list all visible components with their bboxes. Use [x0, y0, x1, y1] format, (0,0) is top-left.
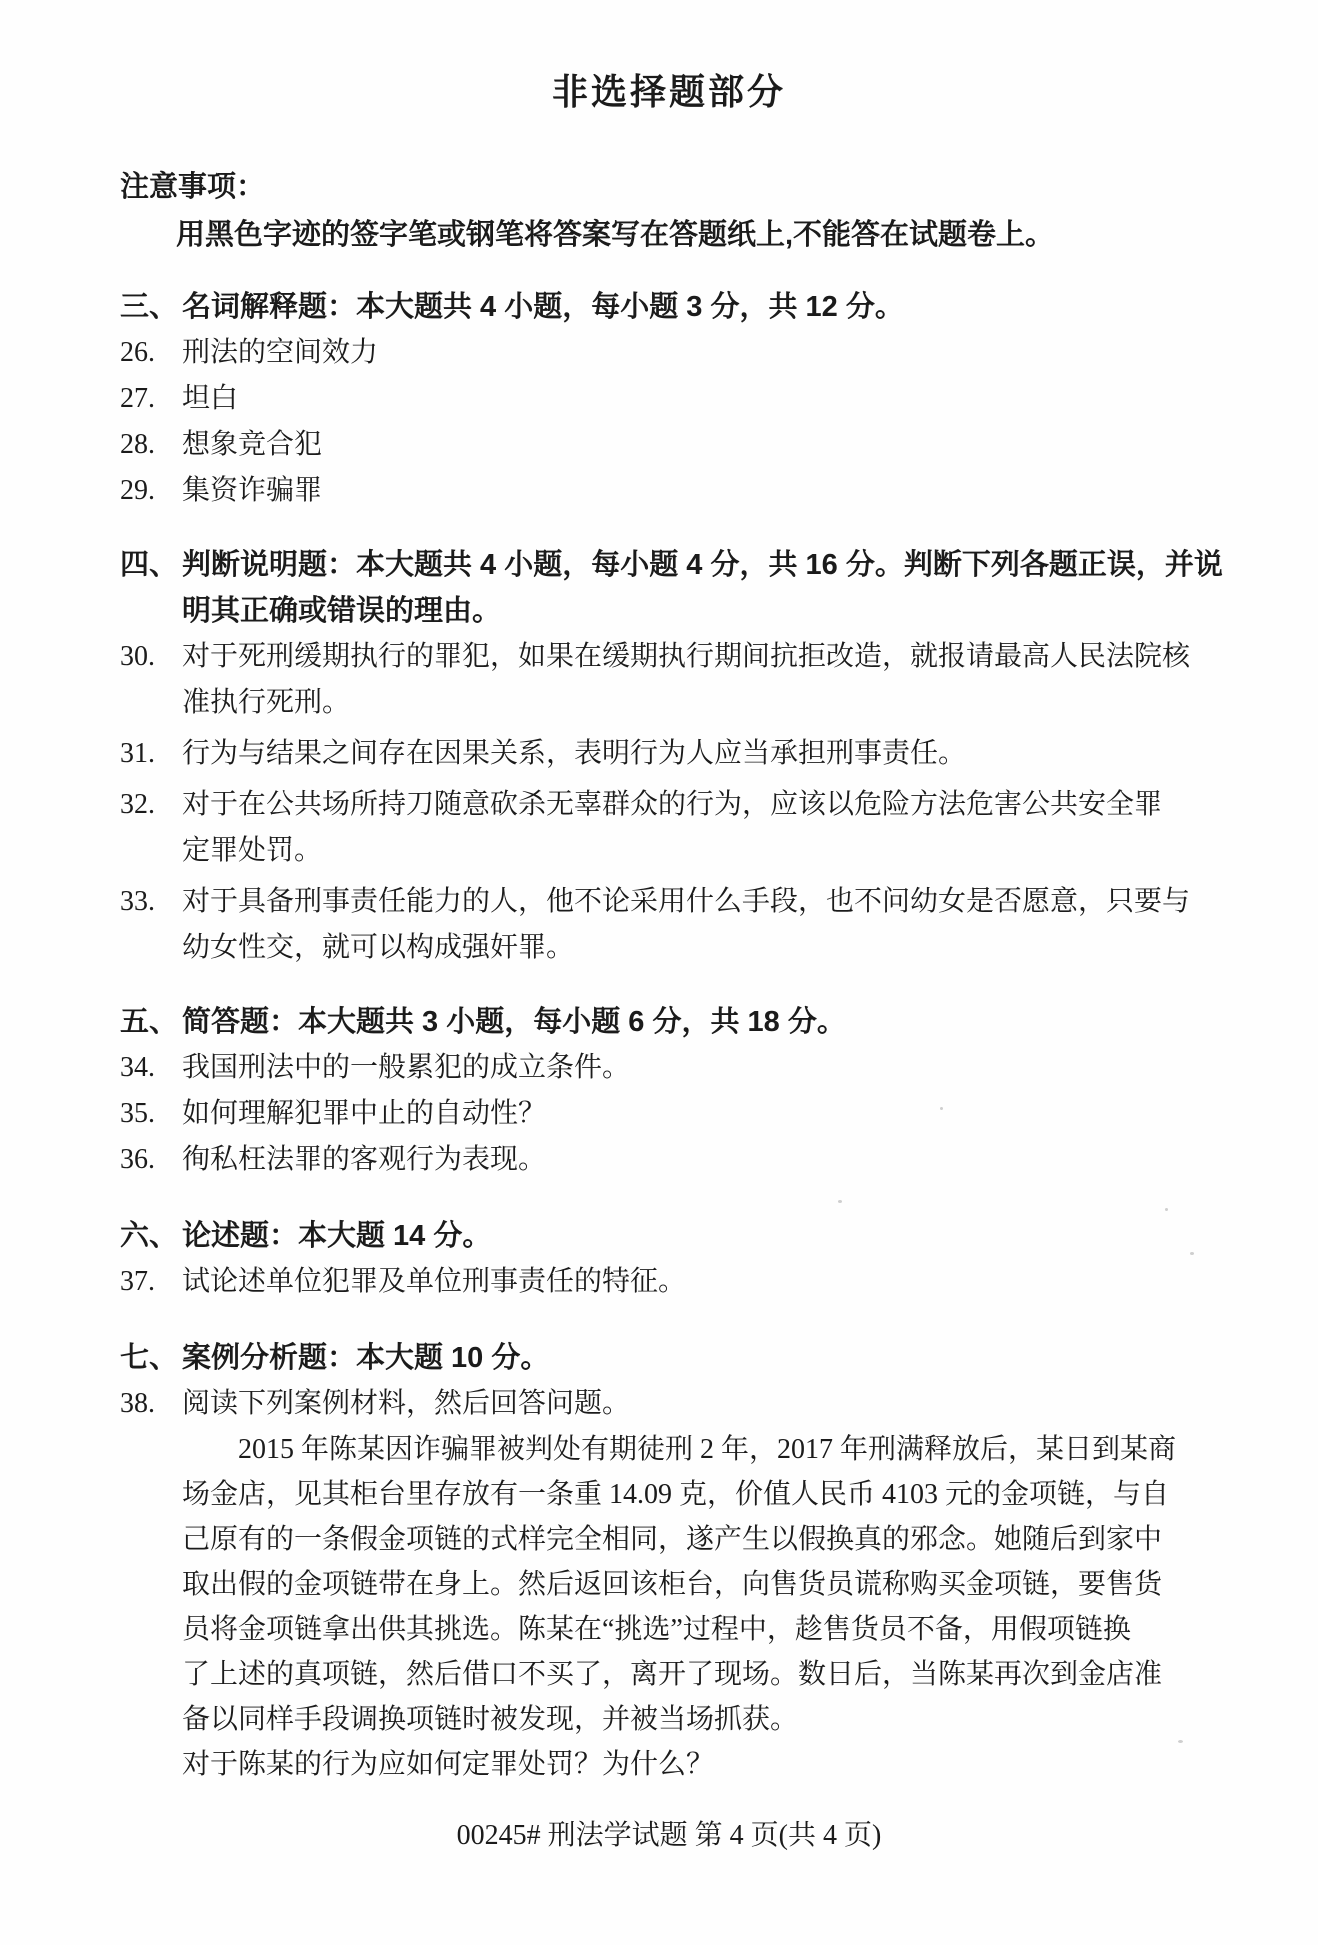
scan-speck	[1190, 1252, 1194, 1255]
section-heading	[120, 1213, 1218, 1259]
question-item-35	[120, 1091, 1218, 1137]
item-number: 30.	[120, 641, 155, 672]
item-text-line: 准执行死刑。	[182, 687, 351, 718]
section-marker: 七、	[120, 1342, 179, 1374]
item-number: 37.	[120, 1266, 155, 1297]
section-marker: 四、	[120, 549, 179, 581]
item-text-line: 试论述单位犯罪及单位刑事责任的特征。	[182, 1266, 687, 1297]
case-paragraph-line: 了上述的真项链，然后借口不买了，离开了现场。数日后，当陈某再次到金店准	[182, 1659, 1163, 1690]
section-heading	[120, 1335, 1218, 1381]
item-text-line: 徇私枉法罪的客观行为表现。	[182, 1144, 547, 1175]
item-text-line: 幼女性交，就可以构成强奸罪。	[182, 932, 575, 963]
item-number: 36.	[120, 1144, 155, 1175]
section-marker: 六、	[120, 1220, 179, 1252]
case-paragraph-line: 场金店，见其柜台里存放有一条重 14.09 克，价值人民币 4103 元的金项链，与自	[182, 1479, 1170, 1510]
section-glossary	[120, 284, 1218, 514]
item-number: 26.	[120, 337, 155, 368]
section-heading	[120, 284, 1218, 330]
item-text-line: 对于死刑缓期执行的罪犯，如果在缓期执行期间抗拒改造，就报请最高人民法院核	[182, 641, 1191, 672]
section-marker: 五、	[120, 1006, 179, 1038]
case-paragraph-line: 员将金项链拿出供其挑选。陈某在“挑选”过程中，趁售货员不备，用假项链换	[182, 1614, 1131, 1645]
section-short-answer	[120, 999, 1218, 1183]
item-number: 35.	[120, 1098, 155, 1129]
item-text-line: 刑法的空间效力	[182, 337, 379, 368]
question-item-30	[120, 634, 1218, 726]
case-paragraph-line: 取出假的金项链带在身上。然后返回该柜台，向售货员谎称购买金项链，要售货	[182, 1569, 1163, 1600]
item-number: 27.	[120, 383, 155, 414]
section-case-analysis	[120, 1335, 1218, 1788]
question-item-34	[120, 1045, 1218, 1091]
item-text-line: 对于在公共场所持刀随意砍杀无辜群众的行为，应该以危险方法危害公共安全罪	[182, 789, 1163, 820]
case-paragraph-line: 己原有的一条假金项链的式样完全相同，遂产生以假换真的邪念。她随后到家中	[182, 1524, 1163, 1555]
section-heading	[120, 999, 1218, 1045]
section-heading-line: 简答题：本大题共 3 小题，每小题 6 分，共 18 分。	[182, 1006, 846, 1038]
scan-speck	[838, 1200, 842, 1203]
section-heading	[120, 542, 1223, 634]
section-marker: 三、	[120, 291, 179, 323]
section-heading-line: 论述题：本大题 14 分。	[182, 1220, 492, 1252]
question-item-31	[120, 731, 1218, 777]
question-item-28	[120, 422, 1218, 468]
item-number: 34.	[120, 1052, 155, 1083]
item-number: 33.	[120, 886, 155, 917]
item-number: 28.	[120, 429, 155, 460]
notice-label: 注意事项：	[120, 171, 266, 203]
case-paragraph-line: 备以同样手段调换项链时被发现，并被当场抓获。	[182, 1704, 799, 1735]
item-text-line: 我国刑法中的一般累犯的成立条件。	[182, 1052, 631, 1083]
section-essay	[120, 1213, 1218, 1305]
section-true-false	[120, 542, 1223, 971]
item-text-line: 如何理解犯罪中止的自动性？	[182, 1098, 547, 1129]
item-number: 31.	[120, 738, 155, 769]
question-item-36	[120, 1137, 1218, 1183]
page-footer: 00245# 刑法学试题 第 4 页(共 4 页)	[456, 1820, 882, 1851]
item-number: 29.	[120, 475, 155, 506]
page-content	[0, 164, 1318, 1856]
item-text-line: 坦白	[182, 383, 239, 414]
case-paragraph	[182, 1427, 1218, 1742]
question-item-32	[120, 782, 1218, 874]
page-title: 非选择题部分	[551, 71, 786, 112]
item-number: 32.	[120, 789, 155, 820]
section-heading-line: 名词解释题：本大题共 4 小题，每小题 3 分，共 12 分。	[182, 291, 904, 323]
section-heading-line: 判断说明题：本大题共 4 小题，每小题 4 分，共 16 分。判断下列各题正误，并说	[182, 549, 1223, 581]
section-heading-line: 案例分析题：本大题 10 分。	[182, 1342, 550, 1374]
case-paragraph-line: 2015 年陈某因诈骗罪被判处有期徒刑 2 年，2017 年刑满释放后，某日到某商	[238, 1434, 1177, 1465]
item-text-line: 对于具备刑事责任能力的人，他不论采用什么手段，也不问幼女是否愿意，只要与	[182, 886, 1191, 917]
item-text-line: 想象竞合犯	[182, 429, 323, 460]
section-heading-line: 明其正确或错误的理由。	[182, 595, 502, 627]
scan-speck	[940, 1107, 943, 1110]
question-item-38	[120, 1381, 1218, 1427]
case-question: 对于陈某的行为应如何定罪处罚？为什么？	[182, 1749, 715, 1780]
question-item-37	[120, 1259, 1218, 1305]
question-item-29	[120, 468, 1218, 514]
question-item-33	[120, 879, 1218, 971]
scan-speck	[1165, 1208, 1168, 1211]
item-text-line: 行为与结果之间存在因果关系，表明行为人应当承担刑事责任。	[182, 738, 967, 769]
item-text-line: 阅读下列案例材料，然后回答问题。	[182, 1388, 631, 1419]
question-item-27	[120, 376, 1218, 422]
scan-speck	[1178, 1740, 1183, 1743]
item-number: 38.	[120, 1388, 155, 1419]
question-item-26	[120, 330, 1218, 376]
item-text-line: 集资诈骗罪	[182, 475, 323, 506]
notice-text: 用黑色字迹的签字笔或钢笔将答案写在答题纸上,不能答在试题卷上。	[176, 219, 1055, 251]
item-text-line: 定罪处罚。	[182, 835, 323, 866]
